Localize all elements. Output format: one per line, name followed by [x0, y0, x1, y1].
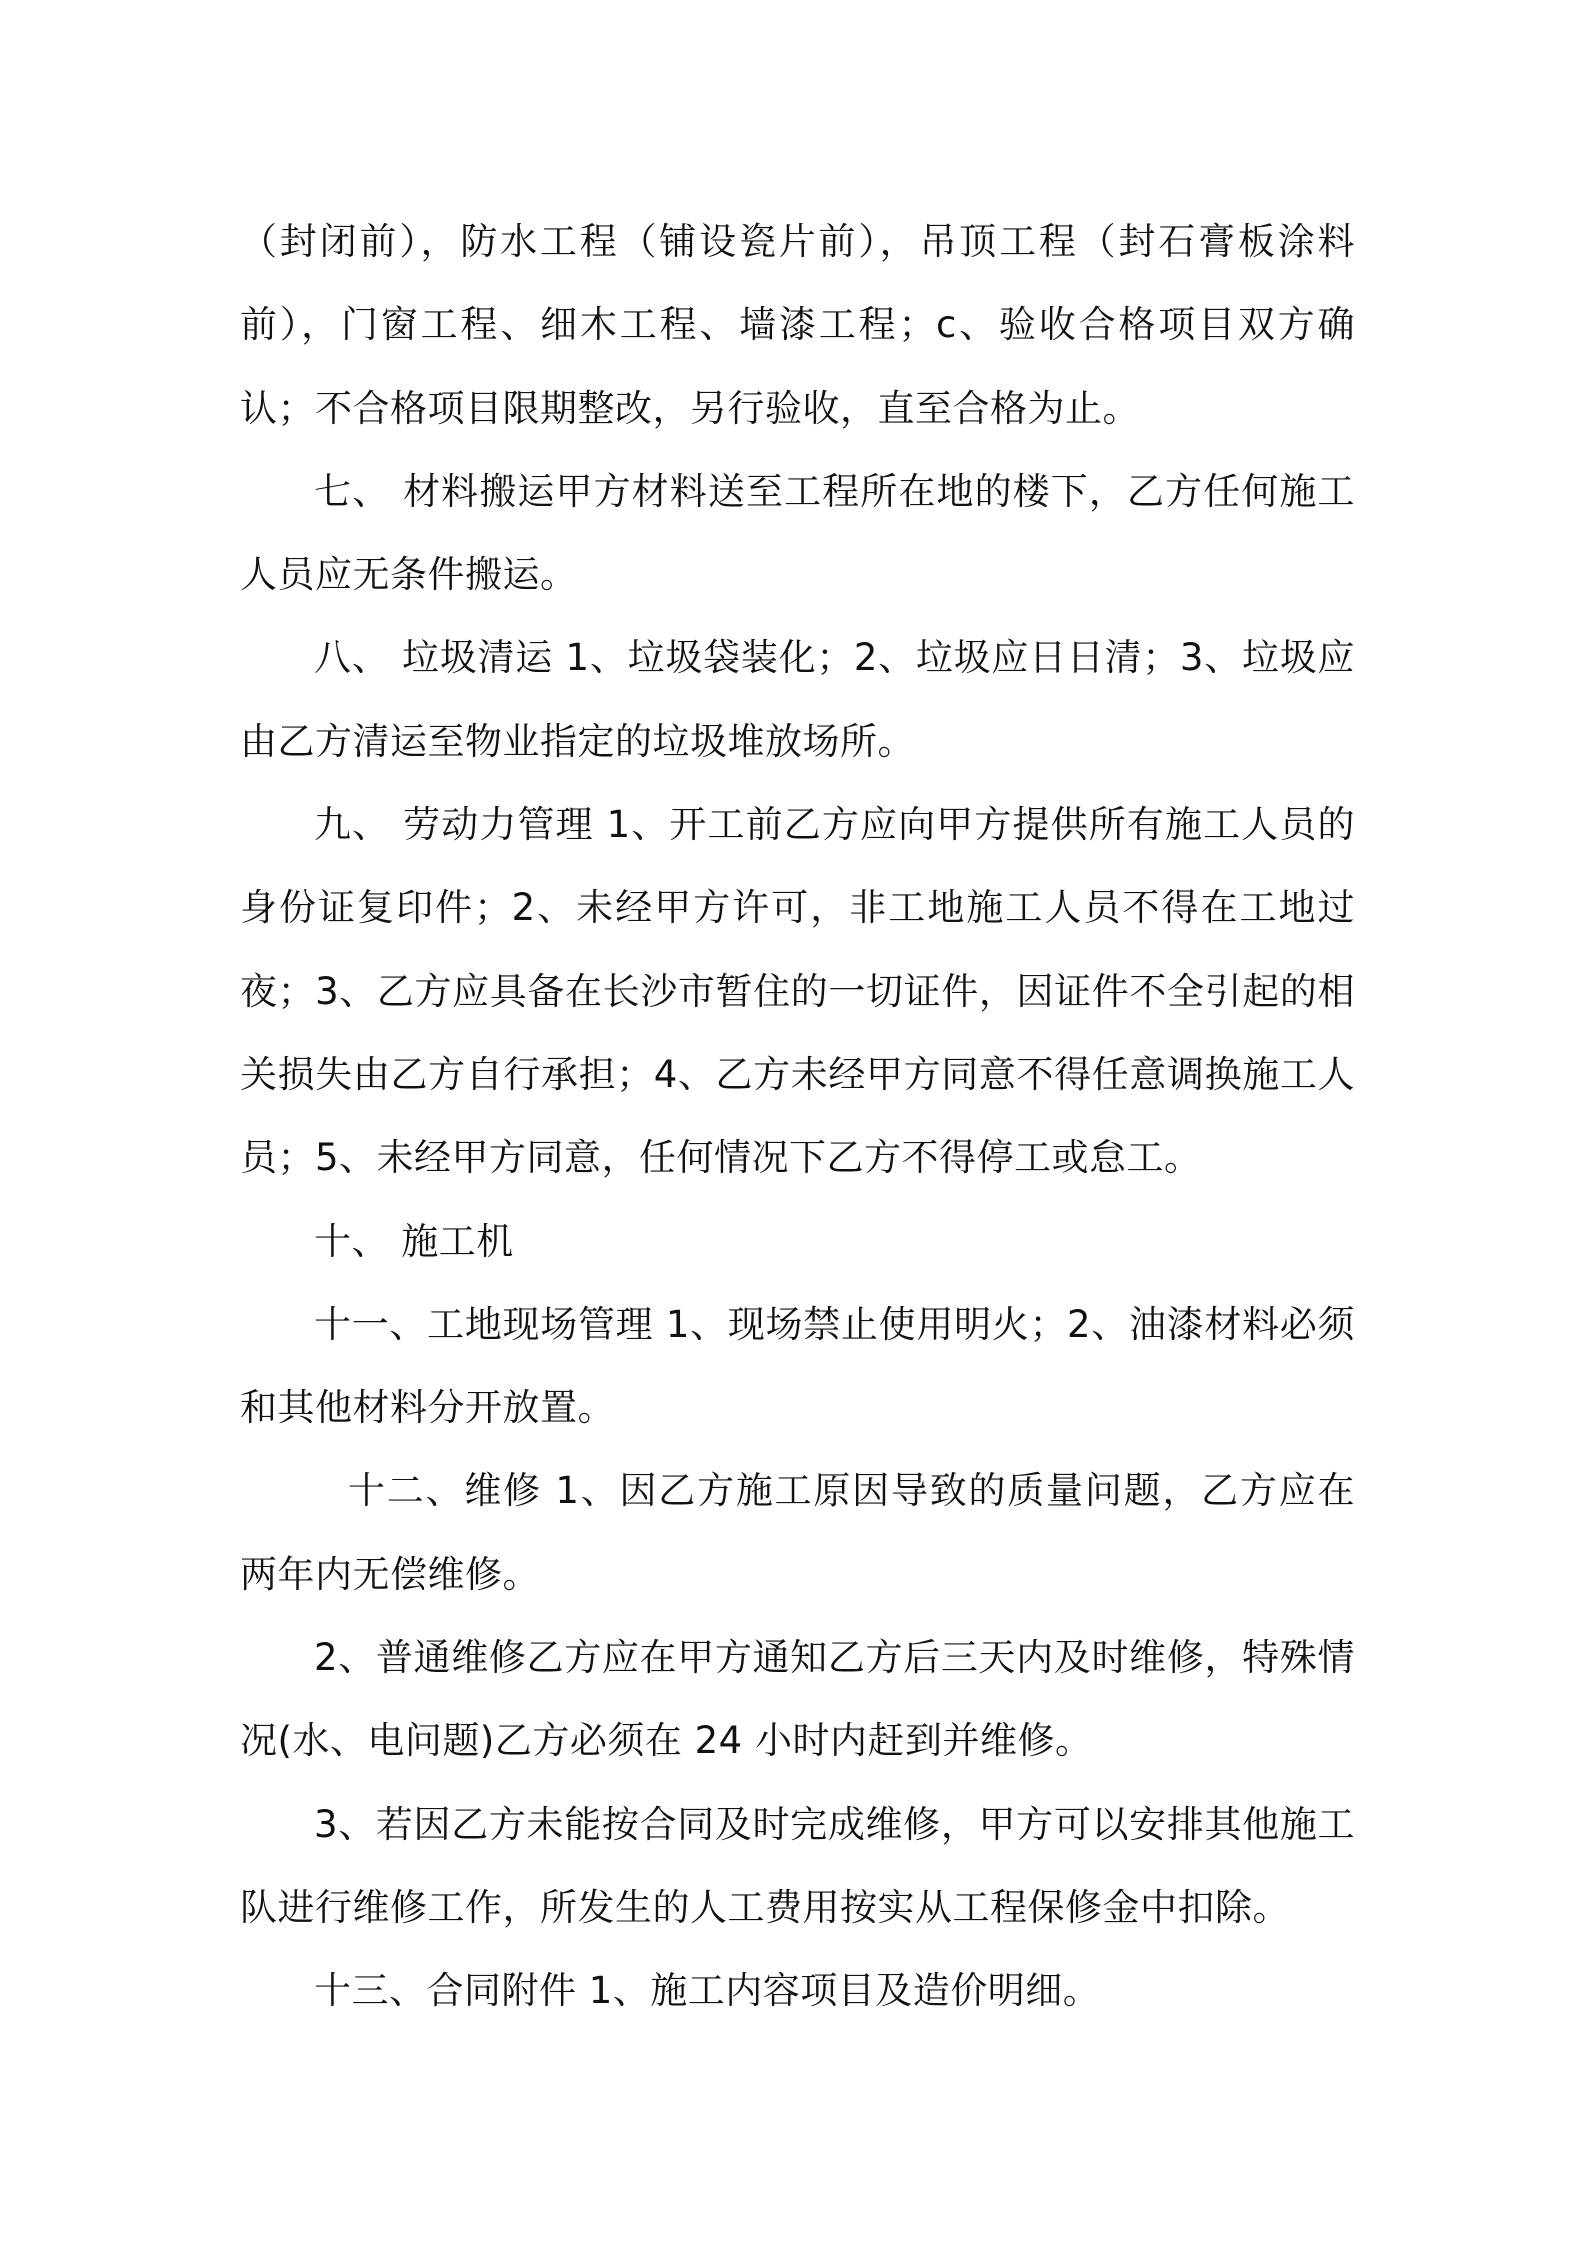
- paragraph-maintenance-failure: 3、若因乙方未能按合同及时完成维修，甲方可以安排其他施工队进行维修工作，所发生的人工费用按实从工程保修金中扣除。: [240, 1802, 1355, 1929]
- paragraph-regular-maintenance: 2、普通维修乙方应在甲方通知乙方后三天内及时维修，特殊情况(水、电问题)乙方必须在 24 小时内赶到并维修。: [240, 1636, 1355, 1763]
- document-body: [240, 200, 1355, 2033]
- paragraph-garbage-removal: 八、 垃圾清运 1、垃圾袋装化；2、垃圾应日日清；3、垃圾应由乙方清运至物业指定的垃圾堆放场所。: [240, 636, 1355, 763]
- paragraph-contract-attachments: 十三、合同附件 1、施工内容项目及造价明细。: [314, 1969, 1101, 2013]
- paragraph-material-transport: 七、 材料搬运甲方材料送至工程所在地的楼下，乙方任何施工人员应无条件搬运。: [240, 469, 1355, 597]
- paragraph-construction-machinery: 十、 施工机: [314, 1219, 514, 1263]
- paragraph-site-management: 十一、工地现场管理 1、现场禁止使用明火；2、油漆材料必须和其他材料分开放置。: [240, 1302, 1355, 1430]
- paragraph-maintenance: 十二、维修 1、因乙方施工原因导致的质量问题，乙方应在两年内无偿维修。: [240, 1469, 1355, 1596]
- paragraph-acceptance-items: （封闭前），防水工程（铺设瓷片前），吊顶工程（封石膏板涂料前），门窗工程、细木工程、墙漆工程；c、验收合格项目双方确认；不合格项目限期整改，另行验收，直至合格为止。: [240, 220, 1355, 430]
- paragraph-labor-management: 九、 劳动力管理 1、开工前乙方应向甲方提供所有施工人员的身份证复印件；2、未经甲方许可，非工地施工人员不得在工地过夜；3、乙方应具备在长沙市暂住的一切证件，因证件不全引起的相关损失由乙方自行承担；4、乙方未经甲方同意不得任意调换施工人员；5、未经甲方同意，任何情况下乙方不得停工或怠工。: [240, 803, 1355, 1180]
